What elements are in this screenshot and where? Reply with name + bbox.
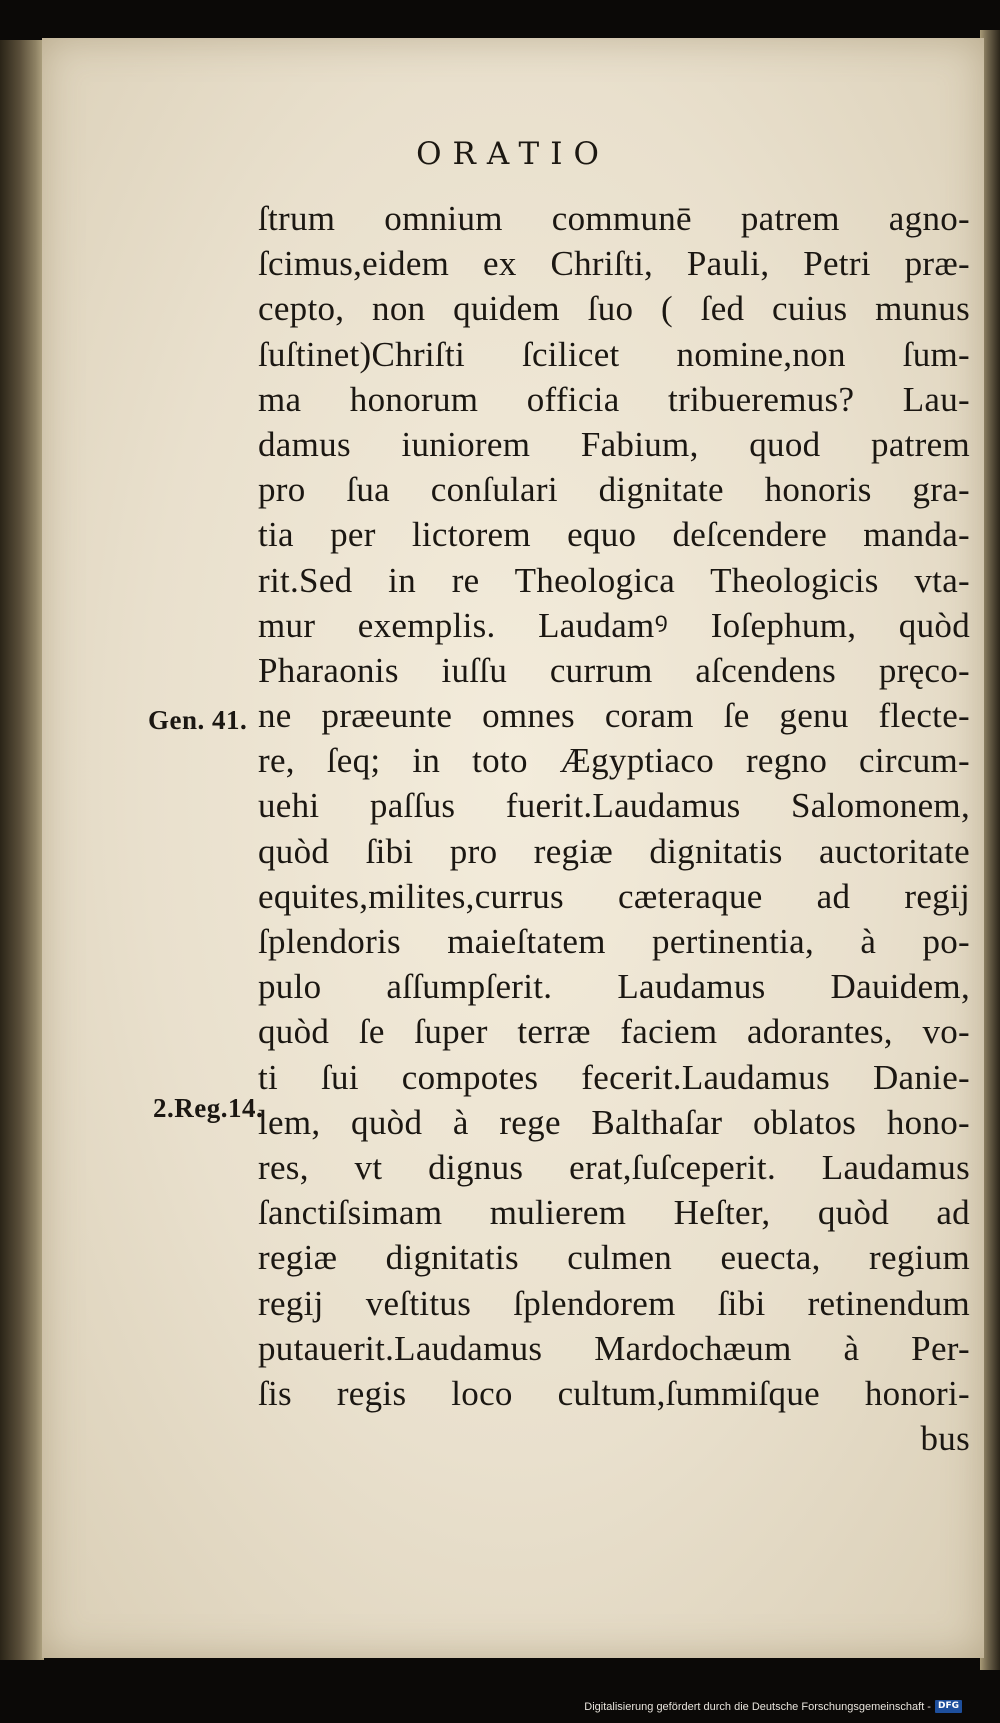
text-line: regiæ dignitatis culmen euecta, regium — [258, 1238, 970, 1278]
text-line: cepto, non quidem ſuo ( ſed cuius munus — [258, 289, 970, 329]
body-text — [258, 196, 970, 1461]
text-line: tia per lictorem equo deſcendere manda- — [258, 515, 970, 555]
text-line: res, vt dignus erat,ſuſceperit. Laudamus — [258, 1147, 970, 1187]
text-line: ſuſtinet)Chriſti ſcilicet nomine,non ſum- — [258, 334, 970, 374]
book-fore-edge-left — [0, 40, 44, 1660]
text-line: equites,milites,currus cæteraque ad regij — [258, 876, 970, 916]
catchword: bus — [920, 1419, 970, 1459]
text-line: uehi paſſus fuerit.Laudamus Salomonem, — [258, 786, 970, 826]
book-page — [42, 38, 984, 1658]
text-line: ma honorum officia tribueremus? Lau- — [258, 379, 970, 419]
text-line: pro ſua conſulari dignitate honoris gra- — [258, 470, 970, 510]
text-line: mur exemplis. Laudamꝰ Ioſephum, quòd — [258, 605, 970, 645]
text-line: regij veſtitus ſplendorem ſibi retinendum — [258, 1283, 970, 1323]
dfg-logo[interactable]: DFG — [935, 1700, 962, 1713]
digitization-credit — [584, 1700, 962, 1713]
text-line: quòd ſe ſuper terræ faciem adorantes, vo- — [258, 1012, 970, 1052]
marginal-note-regum: 2.Reg.14. — [153, 1093, 264, 1123]
text-line: lem, quòd à rege Balthaſar oblatos hono- — [258, 1102, 970, 1142]
text-line: rit.Sed in re Theologica Theologicis vta- — [258, 560, 970, 600]
text-line: Pharaonis iuſſu currum aſcendens pręco- — [258, 650, 970, 690]
text-line: ſanctiſsimam mulierem Heſter, quòd ad — [258, 1193, 970, 1233]
text-line: ſcimus,eidem ex Chriſti, Pauli, Petri præ- — [258, 244, 970, 284]
text-line: damus iuniorem Fabium, quod patrem — [258, 424, 970, 464]
text-line: ſtrum omnium communē patrem agno- — [258, 199, 970, 238]
credit-text: Digitalisierung gefördert durch die Deutsche Forschungsgemeinschaft - — [584, 1700, 931, 1713]
text-line: re, ſeq; in toto Ægyptiaco regno circum- — [258, 741, 970, 781]
text-line: ti ſui compotes fecerit.Laudamus Danie- — [258, 1057, 970, 1097]
running-head: ORATIO — [416, 136, 610, 172]
marginal-note-genesis: Gen. 41. — [148, 705, 248, 735]
text-line: pulo aſſumpſerit. Laudamus Dauidem, — [258, 967, 970, 1007]
text-line: ne præeunte omnes coram ſe genu flecte- — [258, 696, 970, 736]
text-line: ſis regis loco cultum,ſummiſque honori- — [258, 1373, 970, 1413]
text-line: quòd ſibi pro regiæ dignitatis auctoritate — [258, 831, 970, 871]
text-line: ſplendoris maieſtatem pertinentia, à po- — [258, 922, 970, 961]
text-line: putauerit.Laudamus Mardochæum à Per- — [258, 1328, 970, 1368]
